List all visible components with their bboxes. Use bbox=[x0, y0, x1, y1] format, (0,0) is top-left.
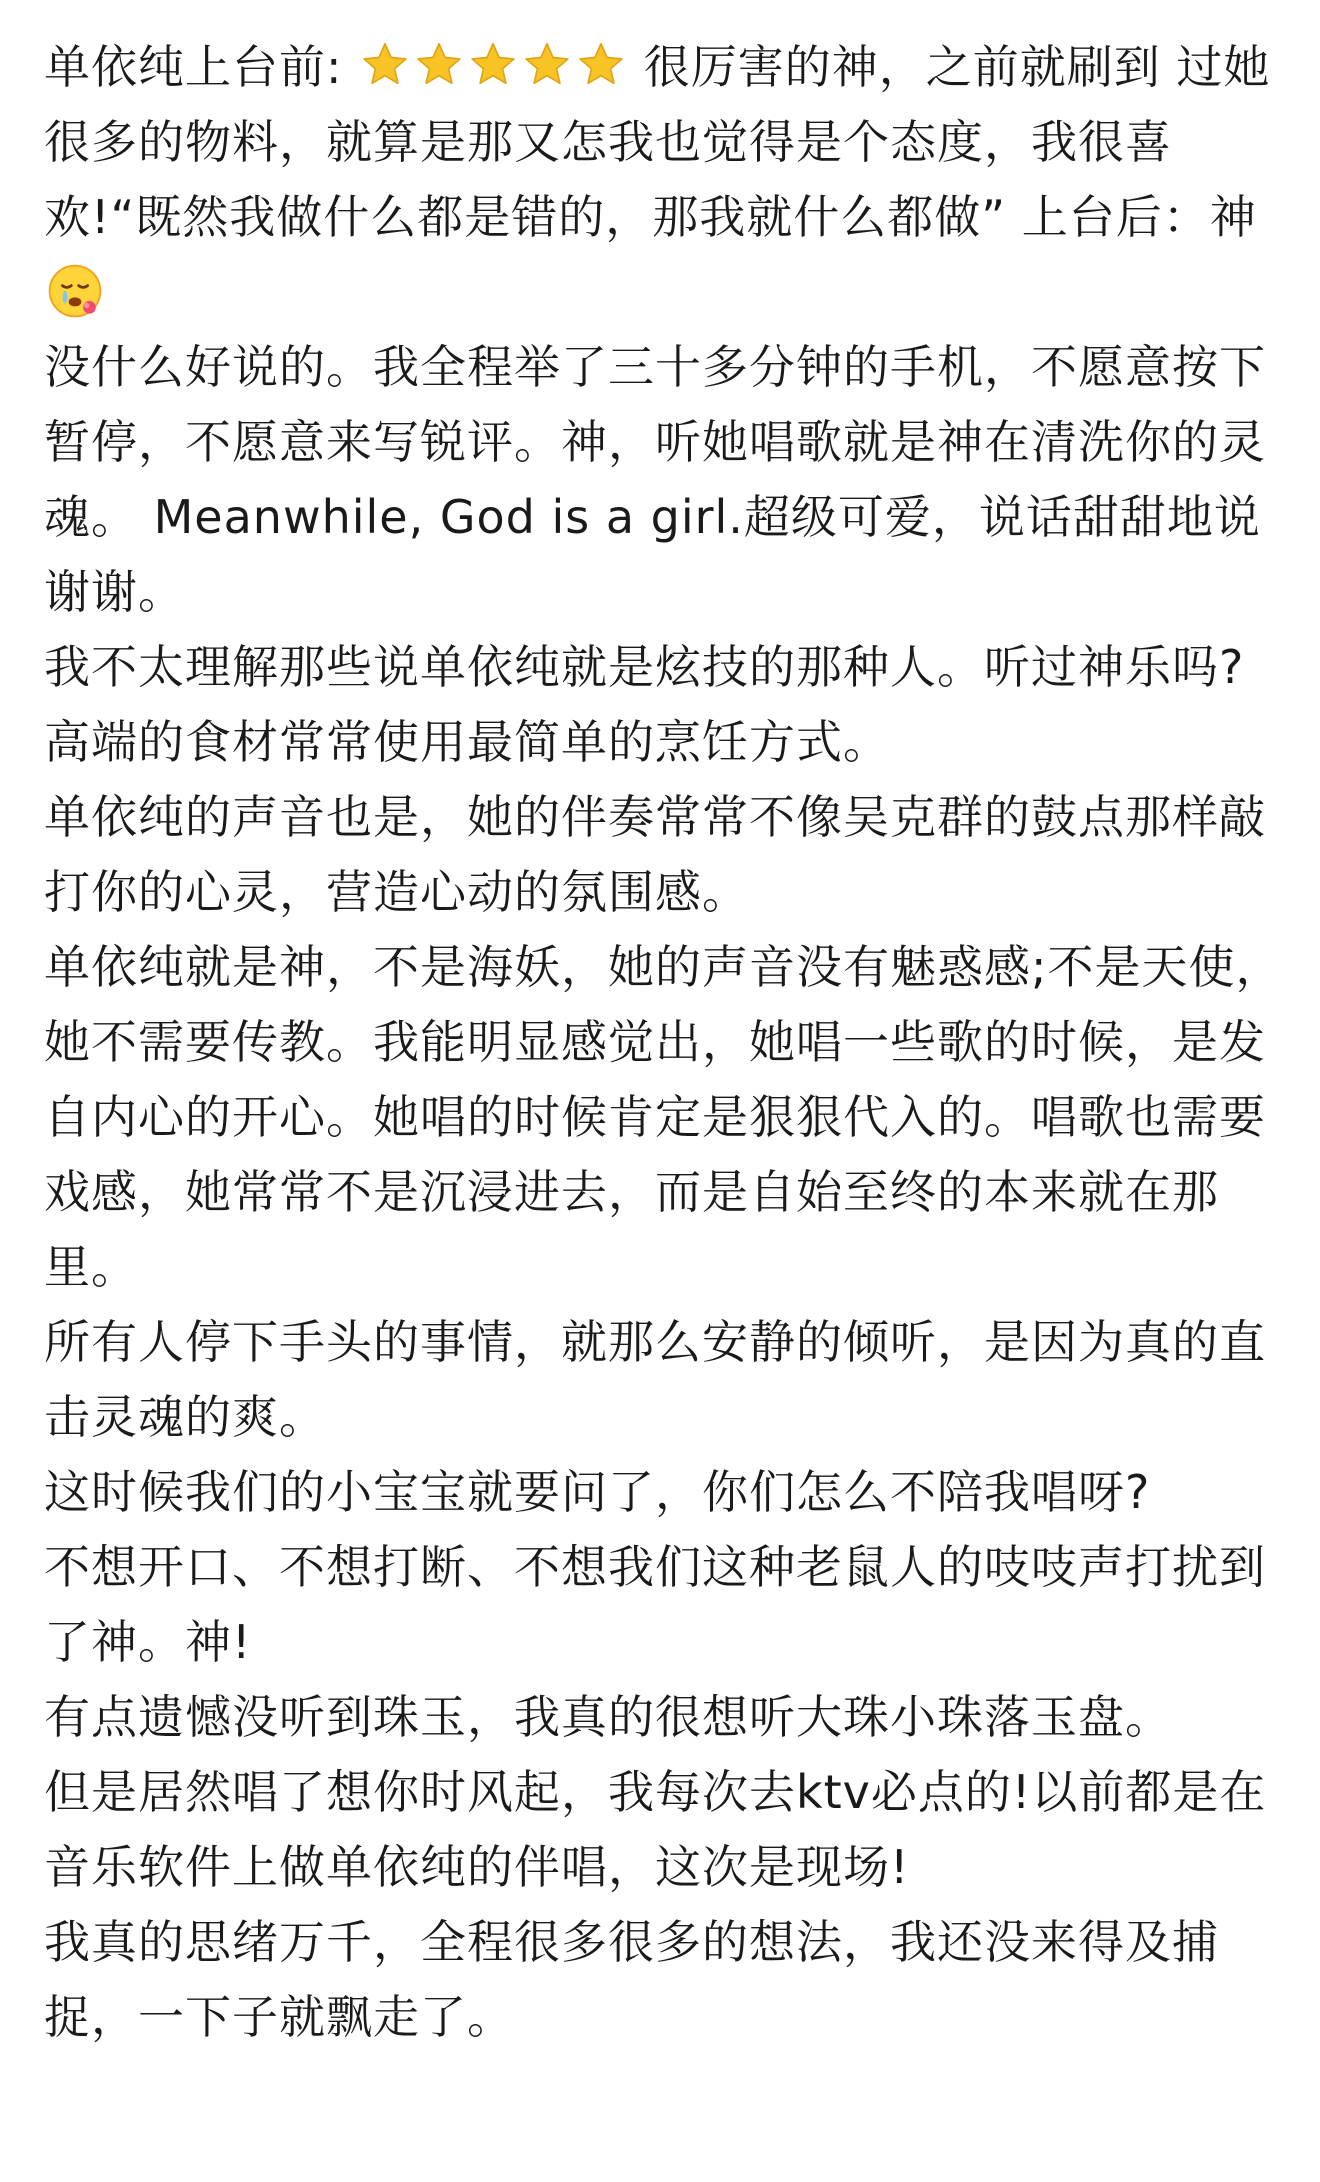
crying-face-emoji-icon bbox=[46, 262, 104, 320]
post-body bbox=[44, 30, 1284, 2055]
star-icon bbox=[414, 40, 464, 90]
paragraph-5: 单依纯的声音也是，她的伴奏常常不像吴克群的鼓点那样敲打你的心灵，营造心动的氛围感。 bbox=[44, 790, 1266, 919]
paragraph-4: 高端的食材常常使用最简单的烹饪方式。 bbox=[44, 715, 890, 769]
paragraph-1 bbox=[44, 30, 1284, 330]
paragraph-2: 没什么好说的。我全程举了三十多分钟的手机，不愿意按下暂停，不愿意来写锐评。神，听她唱歌就是神在清洗你的灵魂。 Meanwhile, God is a girl.超级可爱，说话甜甜地说谢谢。 bbox=[44, 340, 1266, 619]
paragraph-1-text: 很厉害的神，之前就刷到 过她很多的物料，就算是那又怎我也觉得是个态度，我很喜欢!“既然我做什么都是错的，那我就什么都做” 上台后：神 bbox=[44, 40, 1271, 244]
star-rating bbox=[358, 40, 628, 94]
paragraph-8: 这时候我们的小宝宝就要问了，你们怎么不陪我唱呀? bbox=[44, 1465, 1151, 1519]
star-icon bbox=[522, 40, 572, 90]
paragraph-9: 不想开口、不想打断、不想我们这种老鼠人的吱吱声打扰到了神。神! bbox=[44, 1540, 1266, 1669]
paragraph-11: 但是居然唱了想你时风起，我每次去ktv必点的!以前都是在音乐软件上做单依纯的伴唱，这次是现场! bbox=[44, 1765, 1267, 1894]
star-icon bbox=[576, 40, 626, 90]
paragraph-12: 我真的思绪万千，全程很多很多的想法，我还没来得及捕捉，一下子就飘走了。 bbox=[44, 1915, 1219, 2044]
paragraph-7: 所有人停下手头的事情，就那么安静的倾听，是因为真的直击灵魂的爽。 bbox=[44, 1315, 1266, 1444]
paragraph-3: 我不太理解那些说单依纯就是炫技的那种人。听过神乐吗? bbox=[44, 640, 1245, 694]
star-icon bbox=[468, 40, 518, 90]
paragraph-10: 有点遗憾没听到珠玉，我真的很想听大珠小珠落玉盘。 bbox=[44, 1690, 1172, 1744]
paragraph-1-intro: 单依纯上台前: bbox=[44, 40, 343, 94]
star-icon bbox=[360, 40, 410, 90]
paragraph-6: 单依纯就是神，不是海妖，她的声音没有魅惑感;不是天使，她不需要传教。我能明显感觉出，她唱一些歌的时候，是发自内心的开心。她唱的时候肯定是狠狠代入的。唱歌也需要戏感，她常常不是沉浸进去，而是自始至终的本来就在那里。 bbox=[44, 940, 1283, 1294]
